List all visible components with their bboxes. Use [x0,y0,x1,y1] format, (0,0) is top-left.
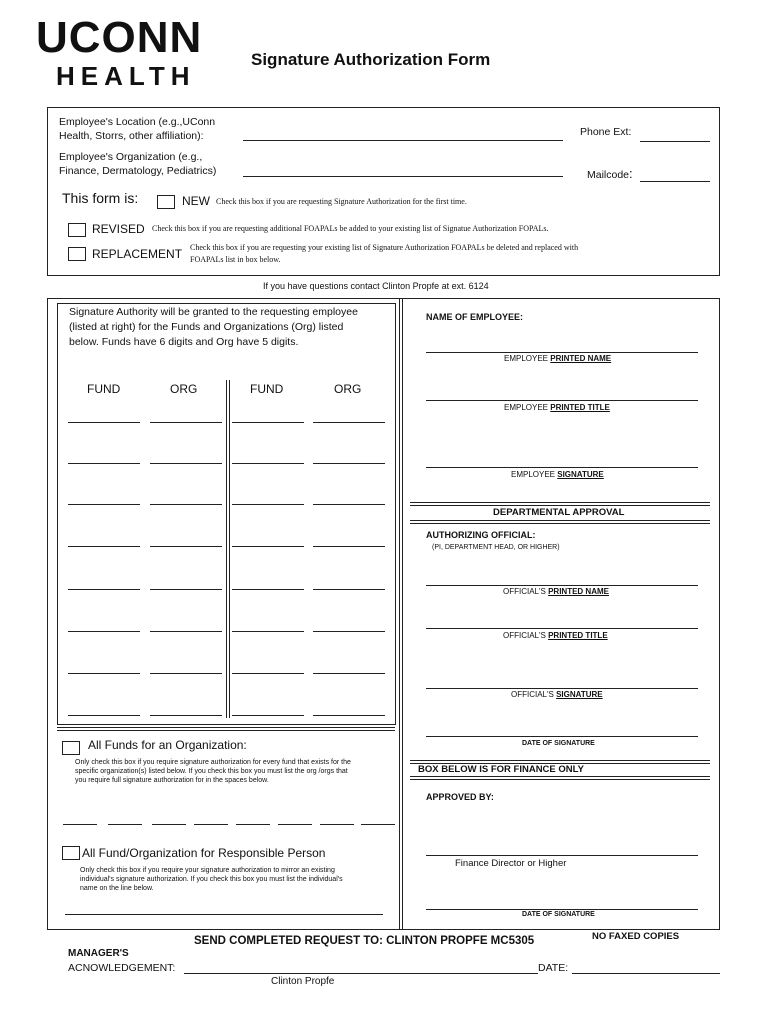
fund-org-field[interactable] [150,589,222,590]
phone-label: Phone Ext: [580,126,632,138]
location-label: Employee's Location (e.g.,UConn Health, Storrs, other affiliation): [59,116,216,142]
uconn-health-logo [36,14,226,94]
new-label: NEW [182,194,210,208]
acknowledgement-label: ACNOWLEDGEMENT: [68,962,176,974]
all-funds-desc: Only check this box if you require signature authorization for every fund that exists for the specific organization(s) listed below. If you check this box you must list the org /orgs that you require full signature authorization for in the spaces below. [75,759,351,784]
left-intro: Signature Authority will be granted to the requesting employee (listed at right) for the Funds and Organizations (Org) listed below. Funds have 6 digits and Org have 5 digits. [69,306,358,348]
fund-org-field[interactable] [232,589,304,590]
managers-label: MANAGER'S [68,948,129,959]
fund-org-field[interactable] [232,504,304,505]
dept-approval-heading: DEPARTMENTAL APPROVAL [493,507,625,518]
logo-line2: HEALTH [56,61,196,91]
replacement-checkbox[interactable] [68,247,86,261]
replacement-label: REPLACEMENT [92,247,183,261]
resp-person-checkbox[interactable] [62,846,80,860]
fund-org-field[interactable] [150,422,222,423]
fund-org-field[interactable] [313,631,385,632]
revised-checkbox[interactable] [68,223,86,237]
authorizing-official-sub: (PI, DEPARTMENT HEAD, OR HIGHER) [432,544,560,551]
logo-line1: UCONN [36,13,203,62]
fund-org-field[interactable] [232,715,304,716]
date-field[interactable] [572,973,720,974]
org-col-2-header: ORG [334,382,362,396]
mailcode-label: Mailcode: [587,166,633,181]
all-funds-label: All Funds for an Organization: [88,738,247,752]
revised-label: REVISED [92,222,145,236]
fund-org-field[interactable] [150,463,222,464]
fund-org-field[interactable] [313,715,385,716]
fund-org-field[interactable] [68,463,140,464]
fund-org-field[interactable] [150,673,222,674]
finance-bottom-rule [410,776,710,780]
new-desc: Check this box if you are requesting Signature Authorization for the first time. [216,197,467,206]
fund-org-field[interactable] [313,463,385,464]
all-funds-checkbox[interactable] [62,741,80,755]
employee-signature-field[interactable] [426,467,698,468]
resp-person-label: All Fund/Organization for Responsible Person [82,846,326,860]
form-is-label: This form is: [62,190,139,206]
name-of-employee-label: NAME OF EMPLOYEE: [426,312,524,322]
org-field[interactable] [361,824,395,825]
org-col-1-header: ORG [170,382,198,396]
fund-org-field[interactable] [232,463,304,464]
fund-org-field[interactable] [150,715,222,716]
org-field[interactable] [278,824,312,825]
approved-by-field[interactable] [426,855,698,856]
official-printed-name-field[interactable] [426,585,698,586]
clinton-propfe-caption: Clinton Propfe [271,976,335,987]
fund-org-divider [226,380,230,718]
fund-org-field[interactable] [232,631,304,632]
fund-org-field[interactable] [68,546,140,547]
finance-date-label: DATE OF SIGNATURE [522,911,595,918]
employee-signature-label: EMPLOYEE SIGNATURE [511,470,604,479]
replacement-desc: Check this box if you are requesting your existing list of Signature Authorization FOAPALs be deleted and replaced with FOAPALs list in box below. [190,243,579,264]
official-printed-title-field[interactable] [426,628,698,629]
employee-printed-title-label: EMPLOYEE PRINTED TITLE [504,403,610,412]
official-printed-title-label: OFFICIAL'S PRINTED TITLE [503,631,608,640]
org-field[interactable] [63,824,97,825]
official-date-label: DATE OF SIGNATURE [522,740,595,747]
new-checkbox[interactable] [157,195,175,209]
fund-org-field[interactable] [150,546,222,547]
fund-org-field[interactable] [68,504,140,505]
no-faxed-copies: NO FAXED COPIES [592,931,680,942]
org-field[interactable] [243,176,563,177]
employee-printed-name-field[interactable] [426,352,698,353]
org-field[interactable] [152,824,186,825]
main-divider [399,298,403,930]
fund-org-field[interactable] [68,715,140,716]
left-section-divider [57,727,395,731]
fund-org-field[interactable] [313,546,385,547]
employee-printed-title-field[interactable] [426,400,698,401]
official-printed-name-label: OFFICIAL'S PRINTED NAME [503,587,609,596]
dept-approval-bottom-rule [410,520,710,524]
contact-note: If you have questions contact Clinton Propfe at ext. 6124 [263,281,489,291]
authorizing-official-label: AUTHORIZING OFFICIAL: [426,530,536,540]
official-date-field[interactable] [426,736,698,737]
location-field[interactable] [243,140,563,141]
finance-date-field[interactable] [426,909,698,910]
form-title: Signature Authorization Form [251,50,491,69]
dept-approval-top-rule [410,502,710,506]
approved-by-label: APPROVED BY: [426,792,494,802]
org-field[interactable] [194,824,228,825]
fund-org-field[interactable] [313,422,385,423]
official-signature-field[interactable] [426,688,698,689]
fund-org-field[interactable] [232,422,304,423]
fund-org-field[interactable] [150,631,222,632]
fund-org-field[interactable] [68,631,140,632]
resp-person-name-field[interactable] [65,914,383,915]
org-field[interactable] [320,824,354,825]
revised-desc: Check this box if you are requesting additional FOAPALs be added to your existing list of Signatue Authorization FOPALs. [152,224,549,233]
mailcode-field[interactable] [640,181,710,182]
send-to-heading: SEND COMPLETED REQUEST TO: CLINTON PROPFE MC5305 [194,935,535,947]
fund-org-field[interactable] [232,673,304,674]
org-label: Employee's Organization (e.g., Finance, Dermatology, Pediatrics) [59,151,217,177]
fund-org-field[interactable] [150,504,222,505]
fund-col-2-header: FUND [250,382,284,396]
finance-only-heading: BOX BELOW IS FOR FINANCE ONLY [418,764,584,775]
phone-field[interactable] [640,141,710,142]
fund-org-field[interactable] [68,673,140,674]
fund-col-1-header: FUND [87,382,121,396]
finance-director-label: Finance Director or Higher [455,858,567,869]
date-label: DATE: [538,962,569,974]
fund-org-field[interactable] [313,589,385,590]
fund-org-field[interactable] [313,673,385,674]
org-field[interactable] [236,824,270,825]
org-field[interactable] [108,824,142,825]
resp-person-desc: Only check this box if you require your signature authorization to mirror an existing individual's signature authorization. If you check this box you must list the individual's name on the line below. [80,867,343,892]
fund-org-field[interactable] [232,546,304,547]
acknowledgement-field[interactable] [184,973,538,974]
official-signature-label: OFFICIAL'S SIGNATURE [511,690,603,699]
employee-printed-name-label: EMPLOYEE PRINTED NAME [504,354,612,363]
fund-org-field[interactable] [313,504,385,505]
fund-org-field[interactable] [68,422,140,423]
fund-org-field[interactable] [68,589,140,590]
